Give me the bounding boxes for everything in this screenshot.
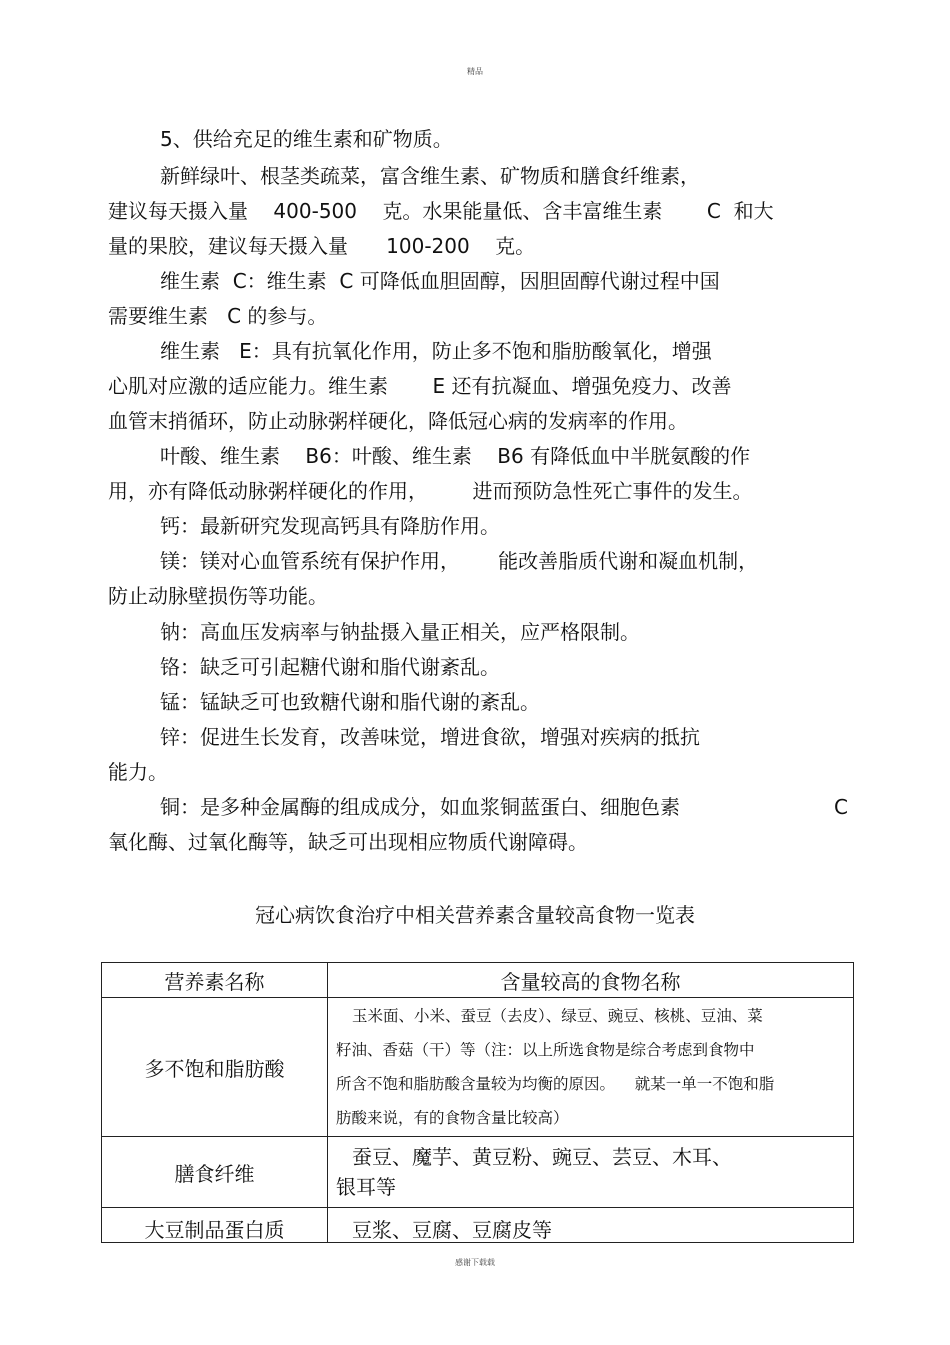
text-line: 血管末捎循环，防止动脉粥样硬化，降低冠心病的发病率的作用。 [108,409,688,433]
text-line: 维生素 C：维生素 C 可降低血胆固醇，因胆固醇代谢过程中国 [160,269,720,293]
table-title: 冠心病饮食治疗中相关营养素含量较高食物一览表 [255,903,695,927]
foods-cell [328,1208,854,1243]
table-header-row [102,963,854,998]
text-line: 铜：是多种金属酶的组成成分，如血浆铜蓝蛋白、细胞色素 [160,795,680,819]
text-line: 新鲜绿叶、根茎类疏菜，富含维生素、矿物质和膳食纤维素， [160,164,700,188]
nutrient-cell: 膳食纤维 [102,1137,328,1208]
nutrient-food-table [101,962,854,1243]
foods-line: 肪酸来说，有的食物含量比较高） [336,1109,569,1127]
header-nutrient: 营养素名称 [102,963,328,998]
page-header: 精品 [467,67,483,76]
table-row [102,998,854,1137]
foods-line: 蚕豆、魔芋、黄豆粉、豌豆、芸豆、木耳、 [352,1145,732,1169]
text-line: 建议每天摄入量 400-500 克。水果能量低、含丰富维生素 C 和大 [108,199,774,223]
text-line: 维生素 E：具有抗氧化作用，防止多不饱和脂肪酸氧化，增强 [160,339,712,363]
section-heading: 5、供给充足的维生素和矿物质。 [160,127,453,151]
text-line: 心肌对应激的适应能力。维生素 E 还有抗凝血、增强免疫力、改善 [108,374,732,398]
text-line: C [834,795,848,819]
text-line: 锰：锰缺乏可也致糖代谢和脂代谢的紊乱。 [160,690,540,714]
text-line: 钠：高血压发病率与钠盐摄入量正相关，应严格限制。 [160,620,640,644]
text-line: 氧化酶、过氧化酶等，缺乏可出现相应物质代谢障碍。 [108,830,588,854]
nutrient-cell [102,1208,328,1243]
foods-line: 银耳等 [336,1175,396,1199]
foods-cell [328,1137,854,1208]
foods-line: 籽油、香菇（干）等（注：以上所选食物是综合考虑到食物中 [336,1041,755,1059]
text-line: 锌：促进生长发育，改善味觉，增进食欲，增强对疾病的抵抗 [160,725,700,749]
header-foods: 含量较高的食物名称 [328,963,854,998]
page-footer: 感谢下载载 [455,1258,495,1267]
foods-line: 所含不饱和脂肪酸含量较为均衡的原因。 就某一单一不饱和脂 [336,1075,775,1093]
text-line: 用，亦有降低动脉粥样硬化的作用， 进而预防急性死亡事件的发生。 [108,479,753,503]
foods-line: 豆浆、豆腐、豆腐皮等 [352,1218,552,1242]
text-line: 量的果胶，建议每天摄入量 100-200 克。 [108,234,536,258]
text-line: 铬：缺乏可引起糖代谢和脂代谢紊乱。 [160,655,500,679]
foods-line: 玉米面、小米、蚕豆（去皮）、绿豆、豌豆、核桃、豆油、菜 [352,1007,763,1025]
table-row [102,1137,854,1208]
text-line: 叶酸、维生素 B6：叶酸、维生素 B6 有降低血中半胱氨酸的作 [160,444,751,468]
text-line: 防止动脉壁损伤等功能。 [108,584,328,608]
nutrient-cell: 多不饱和脂肪酸 [102,998,328,1137]
nutrient-text: 大豆制品蛋白质 [144,1218,285,1242]
table-row [102,1208,854,1243]
foods-cell [328,998,854,1137]
text-line: 能力。 [108,760,168,784]
text-line: 钙：最新研究发现高钙具有降肪作用。 [160,514,500,538]
text-line: 需要维生素 C 的参与。 [108,304,328,328]
text-line: 镁：镁对心血管系统有保护作用， 能改善脂质代谢和凝血机制， [160,549,759,573]
